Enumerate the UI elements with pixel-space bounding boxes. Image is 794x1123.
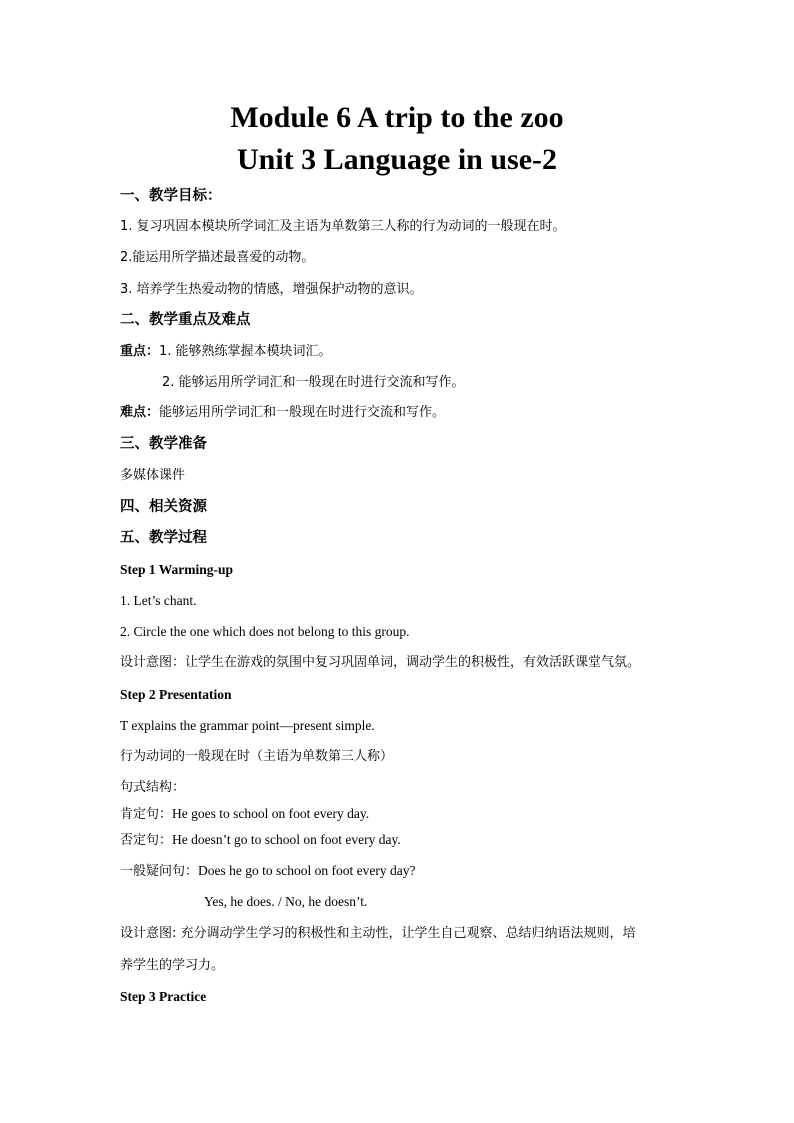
resources-heading: 四、相关资源: [120, 499, 207, 515]
step1-intent: 设计意图：让学生在游戏的氛围中复习巩固单词，调动学生的积极性，有效活跃课堂气氛。: [120, 655, 641, 670]
title-line-1: Module 6 A trip to the zoo: [230, 101, 564, 134]
step2-title: Step 2 Presentation: [120, 687, 232, 702]
question-row: [120, 862, 415, 881]
difficult-label: 难点：: [120, 405, 160, 420]
difficult-point-row: [120, 404, 445, 422]
objectives-heading: 一、教学目标：: [120, 188, 222, 204]
grammar-title: 行为动词的一般现在时（主语为单数第三人称）: [120, 749, 394, 764]
step2-intent-line-1: 设计意图: 充分调动学生学习的积极性和主动性，让学生自己观察、总结归纳语法规则，培: [120, 926, 636, 941]
key-item-2: 2. 能够运用所学词汇和一般现在时进行交流和写作。: [162, 375, 465, 390]
affirmative-label: 肯定句：: [120, 807, 173, 822]
key-item-1: 1. 能够熟练掌握本模块词汇。: [159, 344, 332, 359]
negative-label: 否定句：: [120, 833, 173, 848]
key-points-heading: 二、教学重点及难点: [120, 312, 251, 328]
objective-item-3: 3. 培养学生热爱动物的情感，增强保护动物的意识。: [120, 282, 423, 297]
difficult-text: 能够运用所学词汇和一般现在时进行交流和写作。: [159, 405, 446, 420]
title-line-2: Unit 3 Language in use-2: [236, 143, 558, 176]
preparation-heading: 三、教学准备: [120, 436, 207, 452]
step1-item-1: 1. Let’s chant.: [120, 593, 197, 608]
step1-title: Step 1 Warming-up: [120, 562, 234, 577]
step1-item-2: 2. Circle the one which does not belong to this group.: [120, 624, 410, 639]
affirmative-sentence: He goes to school on foot every day.: [172, 806, 370, 821]
structure-label: 句式结构：: [120, 780, 186, 795]
key-point-row-1: [120, 343, 332, 361]
question-label: 一般疑问句：: [120, 864, 199, 879]
preparation-text: 多媒体课件: [120, 468, 186, 483]
objective-item-2: 2.能运用所学描述最喜爱的动物。: [120, 250, 315, 265]
objective-item-1: 1. 复习巩固本模块所学词汇及主语为单数第三人称的行为动词的一般现在时。: [120, 219, 566, 234]
step2-explain: T explains the grammar point—present simple.: [120, 718, 375, 733]
step3-title: Step 3 Practice: [120, 989, 207, 1004]
affirmative-row: [120, 805, 369, 824]
negative-sentence: He doesn’t go to school on foot every day.: [172, 832, 401, 847]
answers-sentence: Yes, he does. / No, he doesn’t.: [204, 894, 368, 909]
negative-row: [120, 831, 401, 850]
step2-intent-line-2: 养学生的学习力。: [120, 958, 225, 973]
question-sentence: Does he go to school on foot every day?: [198, 863, 416, 878]
key-label: 重点：: [120, 344, 160, 359]
process-heading: 五、教学过程: [120, 530, 207, 546]
